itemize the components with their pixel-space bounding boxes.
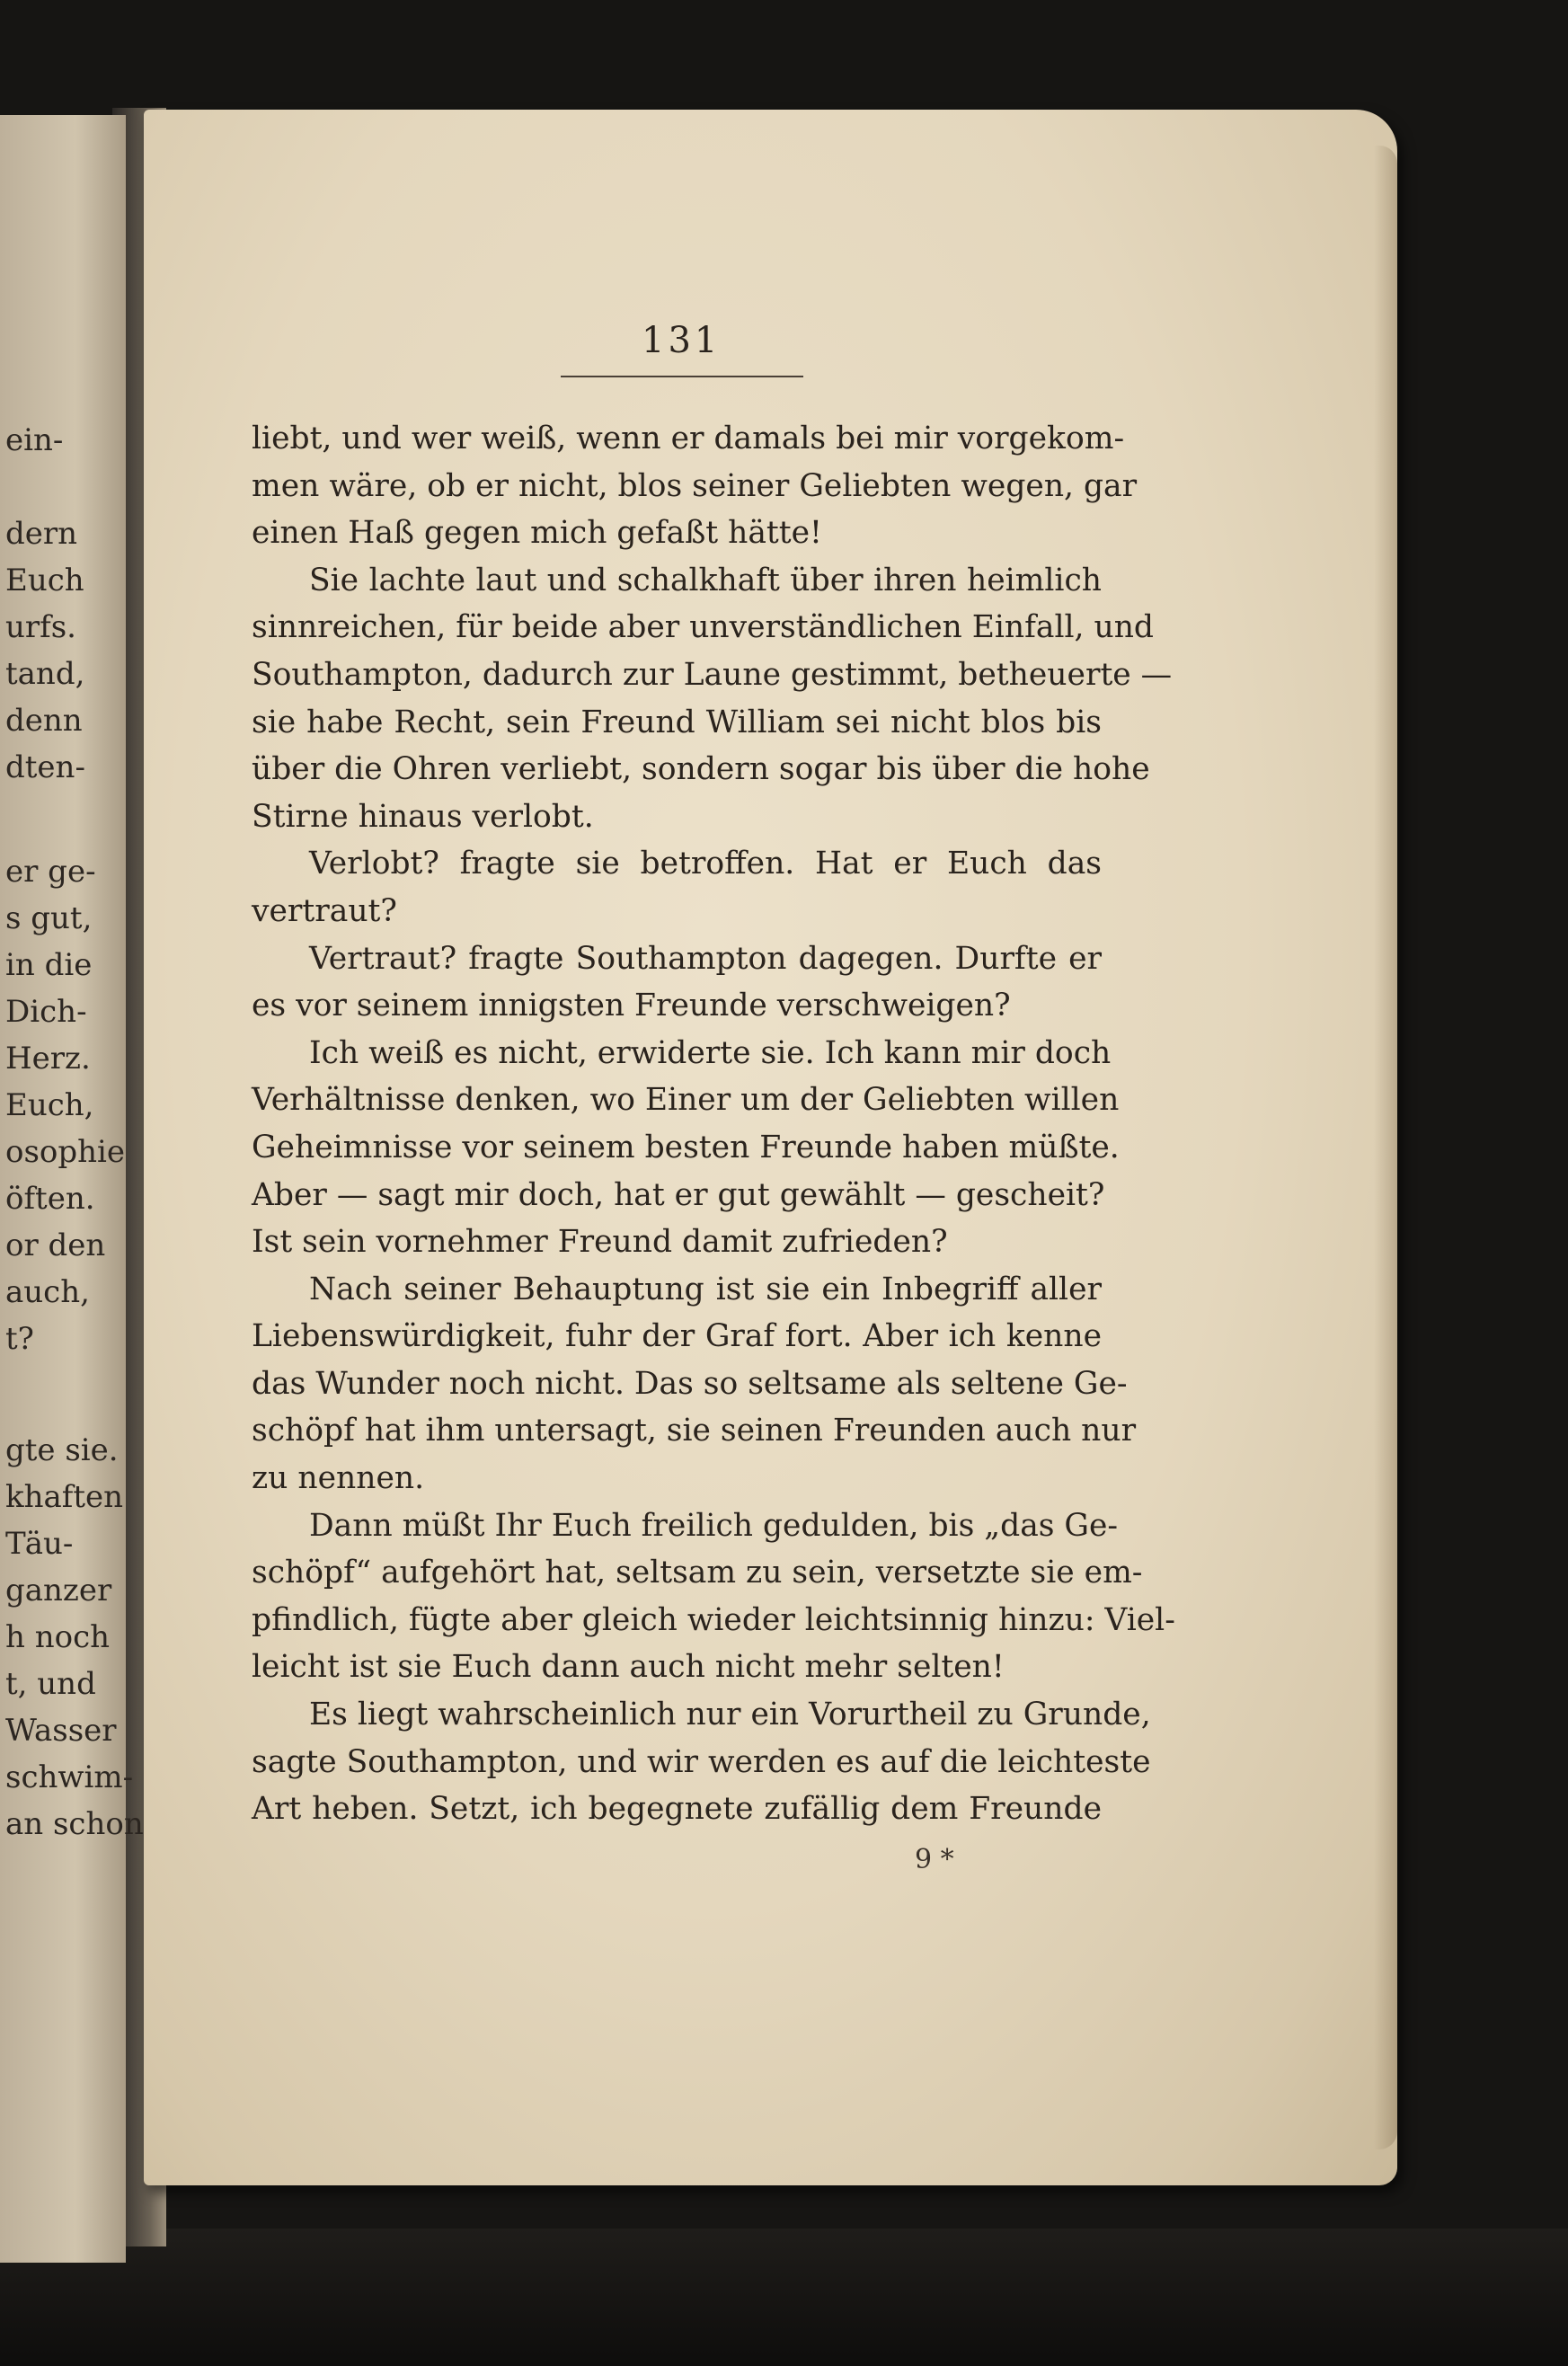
facing-page-line: tand,	[5, 656, 85, 692]
text-line: Stirne hinaus verlobt.	[252, 798, 594, 835]
facing-page-line: dern	[5, 516, 78, 552]
facing-page-line: schwim-	[5, 1759, 134, 1795]
facing-page-line: Euch,	[5, 1087, 94, 1123]
facing-page-line: Herz.	[5, 1041, 91, 1077]
page-number: 131	[642, 320, 722, 361]
facing-page-line: khaften	[5, 1479, 124, 1515]
text-line: Dann müßt Ihr Euch freilich gedulden, bis „das Ge-	[309, 1507, 1119, 1544]
text-line: Verlobt? fragte sie betroffen. Hat er Euch das	[309, 846, 1102, 882]
text-line: sagte Southampton, und wir werden es auf die leichteste	[252, 1743, 1151, 1780]
header-rule	[561, 376, 803, 377]
text-line: zu nennen.	[252, 1460, 425, 1497]
text-line: Nach seiner Behauptung ist sie ein Inbegriff aller	[309, 1271, 1102, 1307]
facing-page-line: denn	[5, 703, 83, 739]
text-line: men wäre, ob er nicht, blos seiner Geliebten wegen, gar	[252, 467, 1138, 504]
body-text	[252, 415, 1175, 1833]
page-edge	[1374, 146, 1397, 2149]
text-line: Verhältnisse denken, wo Einer um der Geliebten willen	[252, 1082, 1120, 1119]
text-line: Sie lachte laut und schalkhaft über ihren heimlich	[309, 562, 1102, 598]
facing-page-line: t?	[5, 1321, 34, 1357]
text-line: liebt, und wer weiß, wenn er damals bei mir vorgekom-	[252, 421, 1125, 456]
text-line: sie habe Recht, sein Freund William sei nicht blos bis	[252, 704, 1102, 740]
facing-page-line: Euch	[5, 563, 84, 598]
text-line: leicht ist sie Euch dann auch nicht mehr selten!	[252, 1649, 1005, 1686]
facing-page-line: gte sie.	[5, 1432, 119, 1468]
text-line: pfindlich, fügte aber gleich wieder leichtsinnig hinzu: Viel-	[252, 1601, 1175, 1638]
text-line: Ist sein vornehmer Freund damit zufrieden?	[252, 1224, 948, 1261]
background-surface	[0, 2229, 1568, 2366]
text-line: Aber — sagt mir doch, hat er gut gewählt — gescheit?	[252, 1176, 1105, 1213]
facing-page-line: er ge-	[5, 854, 96, 890]
text-line: sinnreichen, für beide aber unverständlichen Einfall, und	[252, 609, 1155, 646]
text-line: schöpf“ aufgehört hat, seltsam zu sein, versetzte sie em-	[252, 1555, 1143, 1591]
text-line: Ich weiß es nicht, erwiderte sie. Ich kann mir doch	[309, 1034, 1112, 1071]
text-line: Geheimnisse vor seinem besten Freunde haben müßte.	[252, 1129, 1120, 1165]
facing-page-line: öften.	[5, 1181, 95, 1217]
facing-page-line: Dich-	[5, 994, 87, 1030]
text-line: schöpf hat ihm untersagt, sie seinen Freunden auch nur	[252, 1413, 1137, 1449]
text-line: es vor seinem innigsten Freunde verschweigen?	[252, 988, 1011, 1024]
text-line: einen Haß gegen mich gefaßt hätte!	[252, 515, 822, 552]
facing-page-line: or den	[5, 1227, 106, 1263]
text-line: Southampton, dadurch zur Laune gestimmt, betheuerte —	[252, 656, 1173, 693]
facing-page-line: osophie	[5, 1134, 126, 1170]
facing-page	[0, 115, 144, 2263]
facing-page-line: Täu-	[5, 1526, 74, 1562]
facing-page-line: Wasser	[5, 1713, 117, 1749]
text-line: Art heben. Setzt, ich begegnete zufällig dem Freunde	[252, 1791, 1102, 1828]
facing-page-line: in die	[5, 947, 93, 983]
text-line: das Wunder noch nicht. Das so seltsame als seltene Ge-	[252, 1365, 1128, 1402]
signature-mark: 9 *	[915, 1844, 954, 1875]
text-line: Liebenswürdigkeit, fuhr der Graf fort. Aber ich kenne	[252, 1318, 1102, 1355]
facing-page-line: t, und	[5, 1666, 96, 1702]
facing-page-line: an schon	[5, 1806, 144, 1842]
facing-page-line: h noch	[5, 1619, 111, 1655]
text-line: Vertraut? fragte Southampton dagegen. Durfte er	[309, 940, 1102, 977]
facing-page-line: s gut,	[5, 900, 93, 936]
facing-page-line: ganzer	[5, 1573, 112, 1608]
facing-page-line: dten-	[5, 749, 85, 785]
text-line: vertraut?	[252, 892, 397, 929]
text-line: über die Ohren verliebt, sondern sogar bis über die hohe	[252, 751, 1150, 788]
facing-page-line: ein-	[5, 422, 64, 458]
facing-page-line: auch,	[5, 1274, 90, 1310]
text-line: Es liegt wahrscheinlich nur ein Vorurtheil zu Grunde,	[309, 1697, 1151, 1733]
facing-page-line: urfs.	[5, 609, 76, 645]
